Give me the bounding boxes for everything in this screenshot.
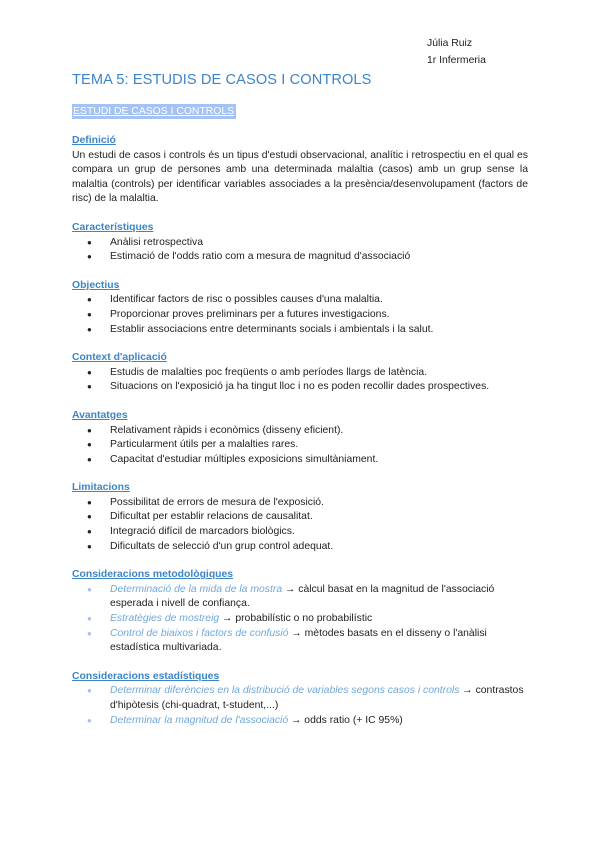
- characteristics-list: [72, 236, 528, 265]
- list-item: ● Situacions on l'exposició ja ha tingut lloc i no es poden recollir dades prospectives.: [72, 380, 528, 395]
- advantages-list: [72, 424, 528, 468]
- item-text: → probabilístic o no probabilístic: [219, 613, 373, 625]
- limitations-list: [72, 496, 528, 554]
- list-item: ● Dificultat per establir relacions de causalitat.: [72, 510, 528, 525]
- author-name: Júlia Ruiz: [427, 38, 473, 49]
- page-title: TEMA 5: ESTUDIS DE CASOS I CONTROLS: [72, 72, 372, 88]
- list-item: ● Identificar factors de risc o possibles causes d'una malaltia.: [72, 293, 528, 308]
- list-item: ● Proporcionar proves preliminars per a futures investigacions.: [72, 308, 528, 323]
- advantages-section: [72, 409, 528, 467]
- methodological-list: [72, 583, 528, 656]
- item-text: → càlcul basat en la magnitud de l'associació esperada i nivell de confiança.: [110, 583, 495, 610]
- item-text: → contrastos d'hipòtesis (chi-quadrat, t-student,...): [110, 685, 524, 711]
- list-item: [72, 612, 528, 627]
- objectives-heading: Objectius: [72, 279, 120, 291]
- list-item: ● Integració difícil de marcadors biològics.: [72, 525, 528, 540]
- limitations-heading: Limitacions: [72, 482, 130, 494]
- section-subtitle: ESTUDI DE CASOS I CONTROLS: [73, 106, 235, 117]
- definition-heading: Definició: [72, 135, 116, 146]
- list-item: ● Particularment útils per a malalties rares.: [72, 438, 528, 453]
- methodological-section: [72, 568, 528, 656]
- list-item: ● Estudis de malalties poc freqüents o amb períodes llargs de latència.: [72, 366, 528, 381]
- item-label: Determinar la magnitud de l'associació: [110, 714, 289, 726]
- objectives-list: [72, 293, 528, 337]
- statistical-list: [72, 684, 528, 728]
- list-item: ● Possibilitat de errors de mesura de l'exposició.: [72, 496, 528, 511]
- limitations-section: [72, 481, 528, 554]
- author-block: [427, 35, 486, 69]
- list-item: ● Anàlisi retrospectiva: [72, 236, 528, 251]
- item-label: Determinar diferències en la distribució de variables segons casos i controls: [110, 685, 460, 697]
- list-item: ● Relativament ràpids i econòmics (disseny eficient).: [72, 424, 528, 439]
- context-list: [72, 366, 528, 395]
- list-item: [72, 714, 528, 729]
- item-text: → mètodes basats en el disseny o l'anàlisi estadística multivariada.: [110, 627, 487, 654]
- characteristics-heading: Característiques: [72, 221, 154, 233]
- statistical-section: [72, 670, 528, 728]
- objectives-section: [72, 279, 528, 337]
- list-item: ● Estimació de l'odds ratio com a mesura de magnitud d'associació: [72, 250, 528, 265]
- definition-section: [72, 134, 528, 207]
- item-label: Estratègies de mostreig: [110, 613, 220, 625]
- author-course: 1r Infermeria: [427, 55, 486, 66]
- document-body: [72, 134, 528, 742]
- item-label: Control de biaixos i factors de confusió: [110, 627, 289, 639]
- context-section: [72, 351, 528, 395]
- context-heading: Context d'aplicació: [72, 352, 167, 364]
- methodological-heading: Consideracions metodològiques: [72, 569, 234, 581]
- item-text: → odds ratio (+ IC 95%): [288, 714, 403, 726]
- list-item: ● Establir associacions entre determinants socials i ambientals i la salut.: [72, 323, 528, 338]
- characteristics-section: [72, 221, 528, 265]
- list-item: [72, 684, 528, 713]
- advantages-heading: Avantatges: [72, 409, 128, 421]
- list-item: ● Capacitat d'estudiar múltiples exposicions simultàniament.: [72, 453, 528, 468]
- statistical-heading: Consideracions estadístiques: [72, 670, 220, 682]
- definition-text: Un estudi de casos i controls és un tipus d'estudi observacional, analític i retrospectiu en el qual es compara un grup de persones amb una determinada malaltia (casos) amb un grup sense la malaltia (controls) per identificar variables associades a la presència/desenvolupament (factors de risc) de la malaltia.: [72, 149, 528, 205]
- list-item: [72, 583, 528, 612]
- list-item: ● Dificultats de selecció d'un grup control adequat.: [72, 540, 528, 555]
- item-label: Determinació de la mida de la mostra: [110, 583, 283, 595]
- list-item: [72, 627, 528, 656]
